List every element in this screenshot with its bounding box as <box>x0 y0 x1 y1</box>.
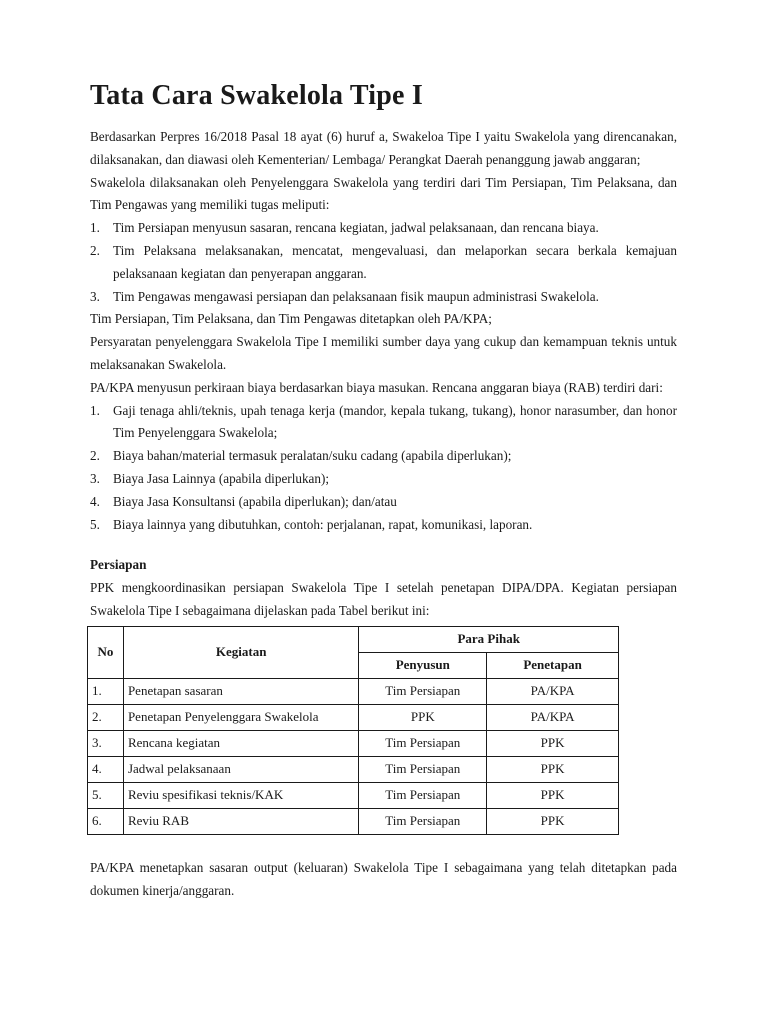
cell-kegiatan: Rencana kegiatan <box>123 730 358 756</box>
cell-penetapan: PPK <box>487 782 619 808</box>
tasks-list <box>90 217 677 308</box>
cell-no: 3. <box>88 730 124 756</box>
paragraph: PA/KPA menyusun perkiraan biaya berdasarkan biaya masukan. Rencana anggaran biaya (RAB) terdiri dari: <box>90 379 663 395</box>
cell-penetapan: PA/KPA <box>487 678 619 704</box>
cell-no: 4. <box>88 756 124 782</box>
list-item <box>90 514 677 537</box>
section-heading: Persiapan <box>90 557 147 573</box>
list-item-text: Tim Pelaksana melaksanakan, mencatat, mengevaluasi, dan melaporkan secara berkala kemajuan pelaksanaan kegiatan dan penyerapan anggaran. <box>113 242 677 281</box>
persiapan-table <box>87 626 619 835</box>
list-number: 2. <box>90 448 100 464</box>
list-item-text: Biaya Jasa Konsultansi (apabila diperlukan); dan/atau <box>113 493 397 509</box>
document-body <box>90 126 677 902</box>
cell-kegiatan: Penetapan Penyelenggara Swakelola <box>123 704 358 730</box>
list-number: 1. <box>90 220 100 236</box>
cell-penyusun: Tim Persiapan <box>359 756 487 782</box>
cell-penetapan: PPK <box>487 756 619 782</box>
paragraph: Tim Persiapan, Tim Pelaksana, dan Tim Pengawas ditetapkan oleh PA/KPA; <box>90 311 492 327</box>
header-penetapan: Penetapan <box>487 652 619 678</box>
cell-kegiatan: Reviu spesifikasi teknis/KAK <box>123 782 358 808</box>
cell-penyusun: Tim Persiapan <box>359 730 487 756</box>
list-item-text: Gaji tenaga ahli/teknis, upah tenaga kerja (mandor, kepala tukang, tukang), honor narasumber, dan honor Tim Penyelenggara Swakelola; <box>113 402 677 441</box>
list-item <box>90 217 677 240</box>
table-row <box>88 756 619 782</box>
list-number: 2. <box>90 242 100 258</box>
header-para-pihak: Para Pihak <box>359 626 619 652</box>
closing-paragraph: PA/KPA menetapkan sasaran output (keluaran) Swakelola Tipe I sebagaimana yang telah ditetapkan pada dokumen kinerja/anggaran. <box>90 859 677 898</box>
paragraph: Berdasarkan Perpres 16/2018 Pasal 18 ayat (6) huruf a, Swakeloa Tipe I yaitu Swakelola yang direncanakan, dilaksanakan, dan diawasi oleh Kementerian/ Lembaga/ Perangkat Daerah penanggung jawab anggaran; <box>90 129 677 167</box>
list-item-text: Biaya bahan/material termasuk peralatan/suku cadang (apabila diperlukan); <box>113 448 512 464</box>
list-item <box>90 445 677 468</box>
cell-penyusun: Tim Persiapan <box>359 782 487 808</box>
list-number: 3. <box>90 288 100 304</box>
header-penyusun: Penyusun <box>359 652 487 678</box>
cell-penetapan: PA/KPA <box>487 704 619 730</box>
cell-penyusun: Tim Persiapan <box>359 808 487 834</box>
cell-no: 2. <box>88 704 124 730</box>
header-no: No <box>88 626 124 678</box>
list-number: 5. <box>90 516 100 532</box>
cell-kegiatan: Penetapan sasaran <box>123 678 358 704</box>
list-item <box>90 286 677 309</box>
cell-penyusun: Tim Persiapan <box>359 678 487 704</box>
cell-no: 6. <box>88 808 124 834</box>
cell-penetapan: PPK <box>487 730 619 756</box>
list-item <box>90 491 677 514</box>
list-item-text: Tim Persiapan menyusun sasaran, rencana kegiatan, jadwal pelaksanaan, dan rencana biaya. <box>113 220 599 236</box>
paragraph: Swakelola dilaksanakan oleh Penyelenggara Swakelola yang terdiri dari Tim Persiapan, Tim Pelaksana, dan Tim Pengawas yang memiliki tugas meliputi: <box>90 174 677 213</box>
table-row <box>88 730 619 756</box>
list-number: 4. <box>90 493 100 509</box>
list-item-text: Biaya Jasa Lainnya (apabila diperlukan); <box>113 470 330 486</box>
cell-penyusun: PPK <box>359 704 487 730</box>
cell-kegiatan: Reviu RAB <box>123 808 358 834</box>
list-item-text: Biaya lainnya yang dibutuhkan, contoh: perjalanan, rapat, komunikasi, laporan. <box>113 516 533 532</box>
header-kegiatan: Kegiatan <box>123 626 358 678</box>
table-row <box>88 704 619 730</box>
table-header-row <box>88 626 619 652</box>
page-title: Tata Cara Swakelola Tipe I <box>90 80 423 111</box>
cell-no: 5. <box>88 782 124 808</box>
list-item <box>90 400 677 446</box>
rab-list <box>90 400 677 537</box>
cell-kegiatan: Jadwal pelaksanaan <box>123 756 358 782</box>
section-intro: PPK mengkoordinasikan persiapan Swakelola Tipe I setelah penetapan DIPA/DPA. Kegiatan persiapan Swakelola Tipe I sebagaimana dijelaskan pada Tabel berikut ini: <box>90 580 677 618</box>
list-item <box>90 468 677 491</box>
list-item-text: Tim Pengawas mengawasi persiapan dan pelaksanaan fisik maupun administrasi Swakelola. <box>113 288 599 304</box>
table-row <box>88 808 619 834</box>
list-item <box>90 240 677 286</box>
cell-penetapan: PPK <box>487 808 619 834</box>
list-number: 1. <box>90 402 100 418</box>
table-row <box>88 782 619 808</box>
table-row <box>88 678 619 704</box>
cell-no: 1. <box>88 678 124 704</box>
list-number: 3. <box>90 470 100 486</box>
paragraph: Persyaratan penyelenggara Swakelola Tipe I memiliki sumber daya yang cukup dan kemampuan teknis untuk melaksanakan Swakelola. <box>90 334 677 372</box>
